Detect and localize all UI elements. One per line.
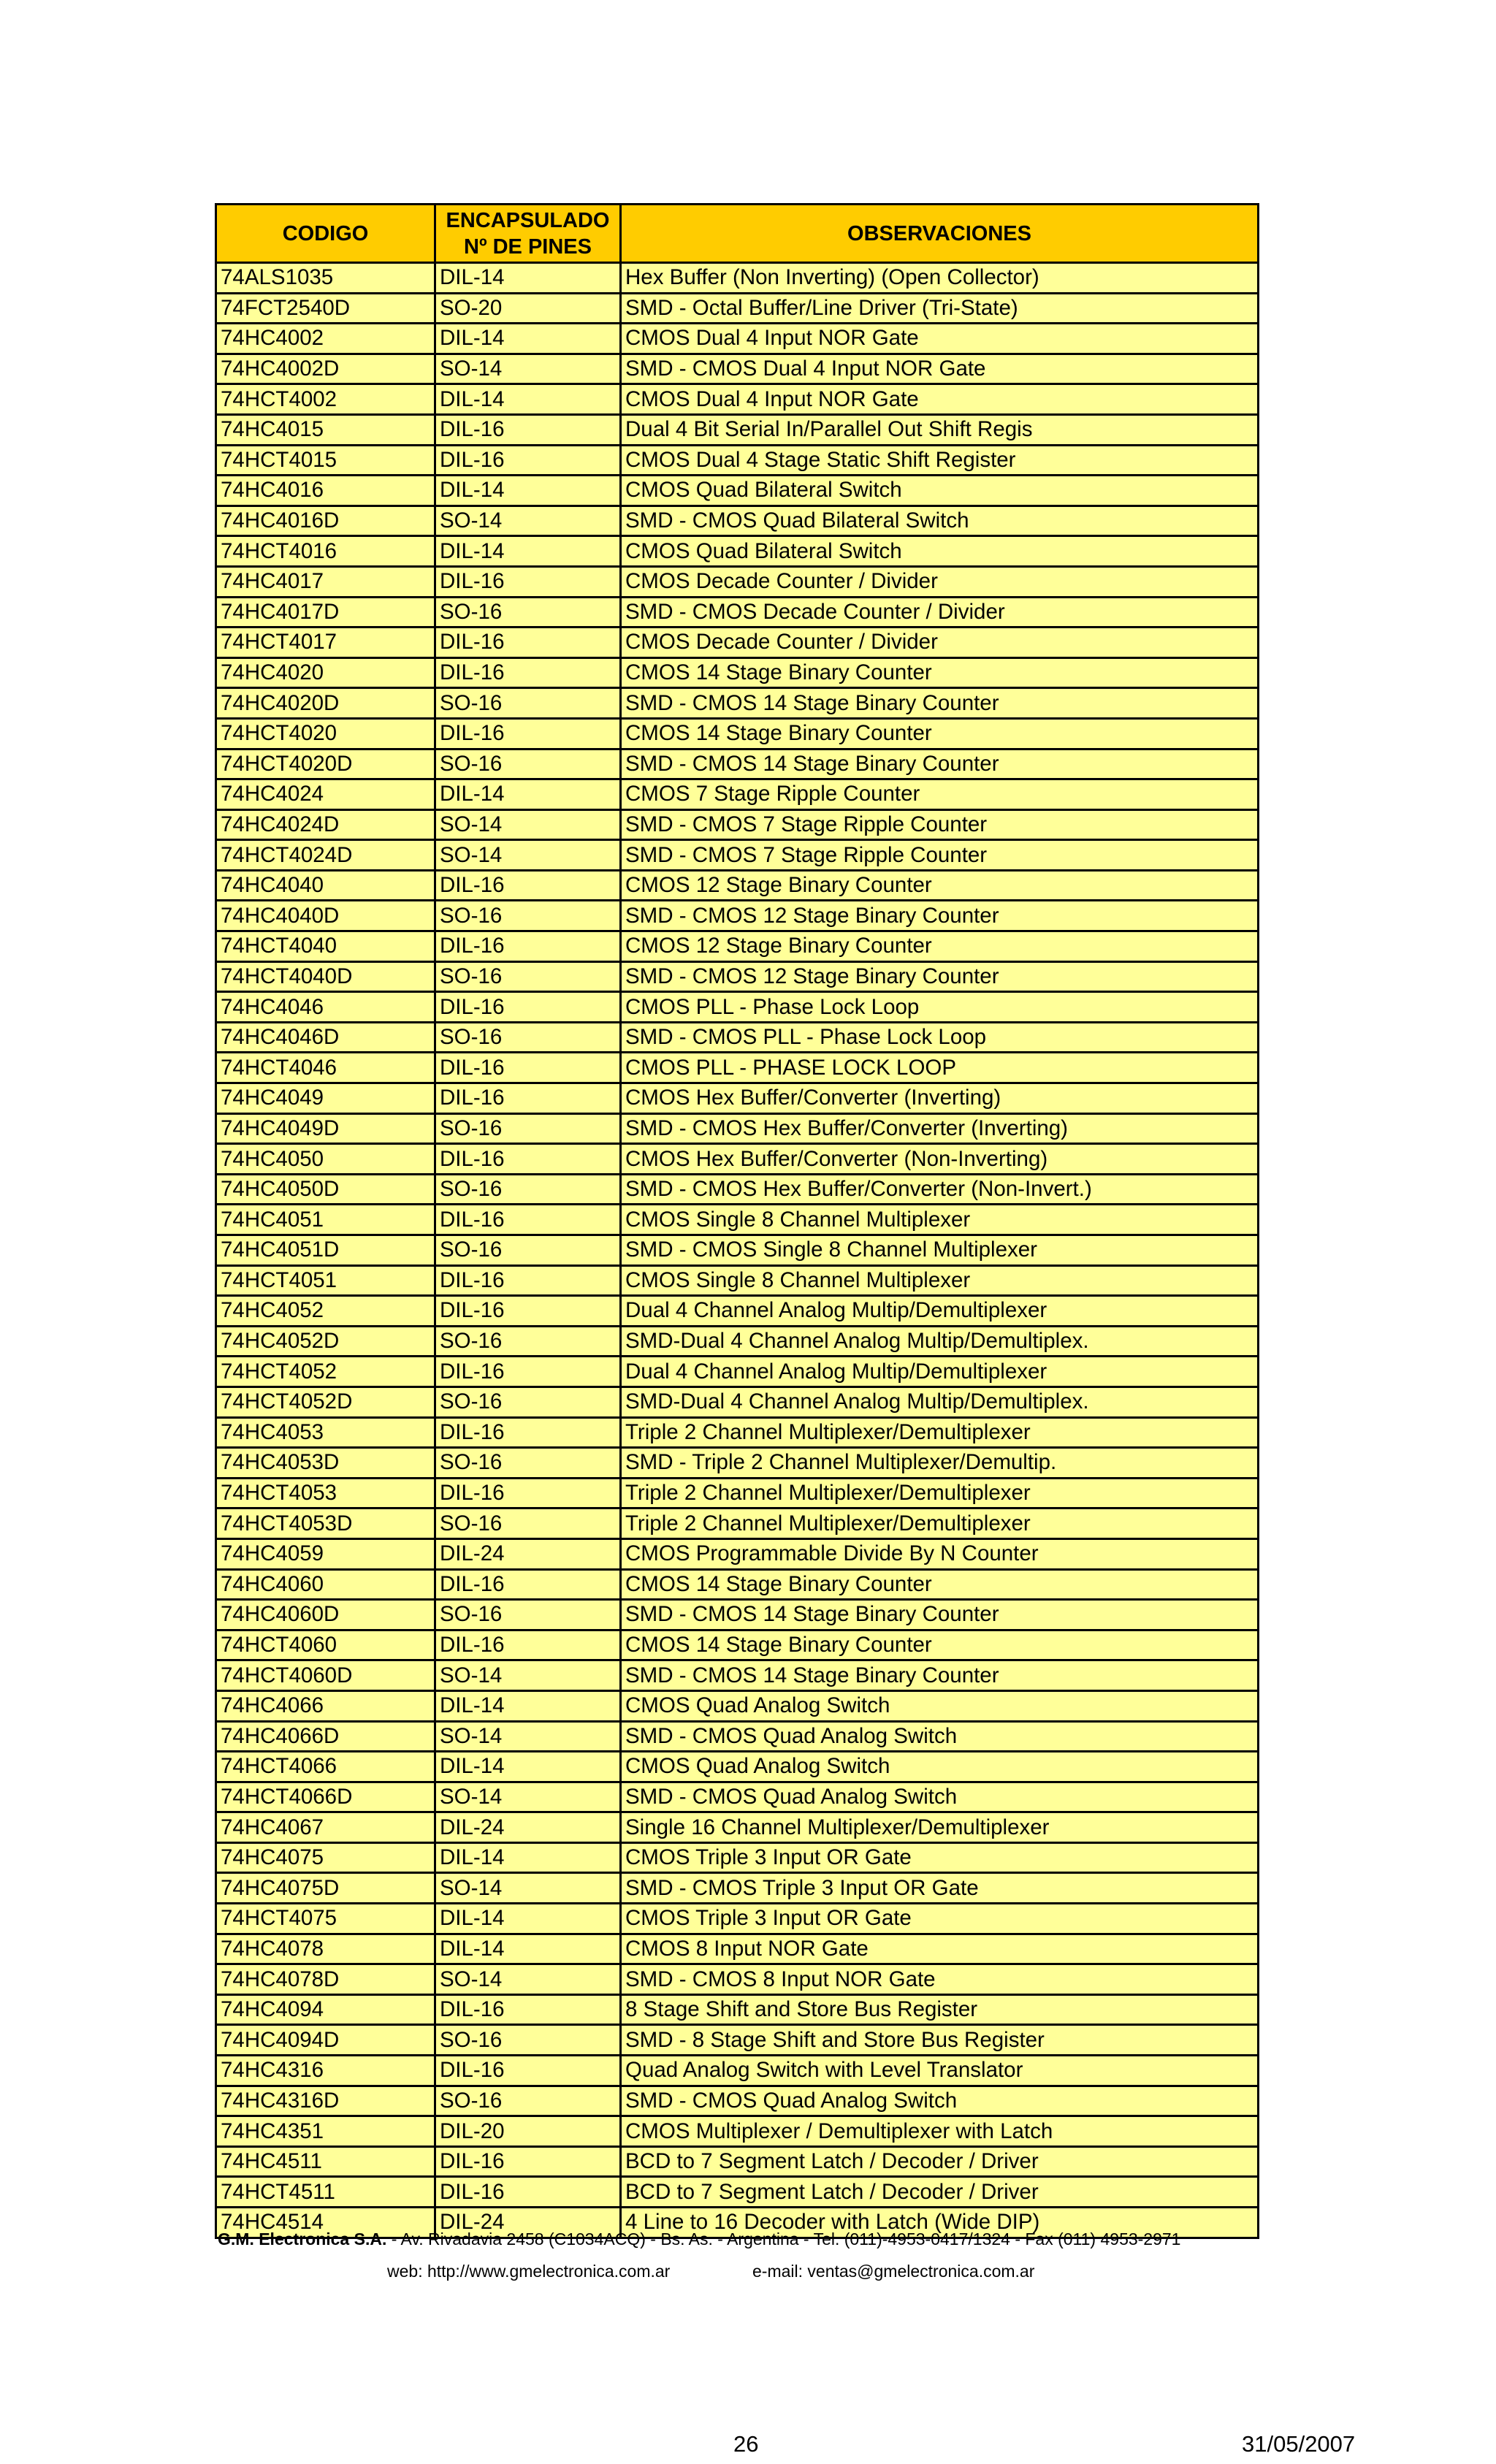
cell-observaciones: SMD - CMOS 12 Stage Binary Counter [621, 961, 1259, 992]
cell-encapsulado: SO-14 [435, 506, 621, 536]
footer-email[interactable]: e-mail: ventas@gmelectronica.com.ar [752, 2262, 1035, 2281]
cell-codigo: 74HC4046D [216, 1022, 435, 1053]
cell-observaciones: CMOS Hex Buffer/Converter (Inverting) [621, 1083, 1259, 1114]
cell-encapsulado: DIL-16 [435, 1083, 621, 1114]
cell-encapsulado: DIL-16 [435, 1630, 621, 1660]
cell-codigo: 74HC4052D [216, 1326, 435, 1357]
table-row [216, 2116, 1259, 2147]
table-row [216, 384, 1259, 415]
cell-observaciones: SMD - CMOS Dual 4 Input NOR Gate [621, 354, 1259, 384]
cell-observaciones: SMD - CMOS 7 Stage Ripple Counter [621, 809, 1259, 840]
table-row [216, 2056, 1259, 2086]
table-row [216, 293, 1259, 324]
cell-observaciones: CMOS Quad Analog Switch [621, 1752, 1259, 1782]
cell-encapsulado: DIL-16 [435, 2177, 621, 2208]
cell-observaciones: SMD - Triple 2 Channel Multiplexer/Demultip. [621, 1448, 1259, 1479]
table-row [216, 1448, 1259, 1479]
table-row [216, 931, 1259, 962]
cell-codigo: 74HC4066D [216, 1721, 435, 1752]
table-row [216, 566, 1259, 597]
cell-observaciones: 4 Line to 16 Decoder with Latch (Wide DIP) [621, 2208, 1259, 2238]
cell-encapsulado: SO-16 [435, 1235, 621, 1266]
cell-codigo: 74HC4066 [216, 1690, 435, 1721]
cell-codigo: 74HC4040D [216, 901, 435, 931]
table-row [216, 1387, 1259, 1417]
cell-codigo: 74HC4511 [216, 2146, 435, 2177]
table-row [216, 1934, 1259, 1964]
table-row [216, 1812, 1259, 1843]
cell-encapsulado: DIL-16 [435, 1144, 621, 1175]
cell-observaciones: CMOS 8 Input NOR Gate [621, 1934, 1259, 1964]
cell-observaciones: SMD - CMOS Quad Analog Switch [621, 1782, 1259, 1812]
table-row [216, 1113, 1259, 1144]
cell-encapsulado: DIL-16 [435, 1357, 621, 1387]
cell-encapsulado: SO-16 [435, 1022, 621, 1053]
cell-observaciones: CMOS 12 Stage Binary Counter [621, 931, 1259, 962]
table-row [216, 901, 1259, 931]
cell-codigo: 74HCT4002 [216, 384, 435, 415]
cell-encapsulado: DIL-16 [435, 2056, 621, 2086]
cell-observaciones: CMOS Triple 3 Input OR Gate [621, 1842, 1259, 1873]
table-row [216, 1630, 1259, 1660]
cell-encapsulado: SO-14 [435, 809, 621, 840]
cell-codigo: 74HCT4052 [216, 1357, 435, 1387]
table-row [216, 840, 1259, 871]
cell-encapsulado: SO-14 [435, 1873, 621, 1904]
cell-encapsulado: SO-16 [435, 1448, 621, 1479]
cell-encapsulado: SO-14 [435, 1660, 621, 1691]
cell-encapsulado: DIL-14 [435, 1842, 621, 1873]
cell-encapsulado: DIL-16 [435, 1296, 621, 1327]
cell-codigo: 74HC4024 [216, 779, 435, 810]
table-row [216, 324, 1259, 354]
cell-codigo: 74HC4050D [216, 1174, 435, 1205]
cell-observaciones: 8 Stage Shift and Store Bus Register [621, 1994, 1259, 2025]
table-row [216, 1174, 1259, 1205]
cell-encapsulado: SO-14 [435, 1964, 621, 1995]
cell-encapsulado: SO-16 [435, 1113, 621, 1144]
cell-codigo: 74HC4015 [216, 414, 435, 445]
cell-codigo: 74HCT4052D [216, 1387, 435, 1417]
cell-codigo: 74HC4094D [216, 2025, 435, 2056]
table-row [216, 657, 1259, 688]
table-row [216, 506, 1259, 536]
cell-codigo: 74ALS1035 [216, 263, 435, 294]
cell-observaciones: SMD - CMOS 14 Stage Binary Counter [621, 749, 1259, 779]
cell-encapsulado: DIL-14 [435, 1904, 621, 1934]
cell-codigo: 74HC4060 [216, 1569, 435, 1600]
cell-observaciones: CMOS Single 8 Channel Multiplexer [621, 1265, 1259, 1296]
cell-encapsulado: DIL-14 [435, 476, 621, 506]
cell-codigo: 74HCT4066 [216, 1752, 435, 1782]
cell-encapsulado: DIL-24 [435, 1538, 621, 1569]
table-row [216, 1508, 1259, 1539]
cell-codigo: 74HC4067 [216, 1812, 435, 1843]
cell-encapsulado: DIL-16 [435, 1265, 621, 1296]
table-row [216, 779, 1259, 810]
cell-codigo: 74HC4053 [216, 1417, 435, 1448]
cell-encapsulado: DIL-16 [435, 628, 621, 658]
cell-encapsulado: DIL-14 [435, 1690, 621, 1721]
cell-codigo: 74HC4351 [216, 2116, 435, 2147]
cell-codigo: 74HC4049 [216, 1083, 435, 1114]
table-row [216, 1721, 1259, 1752]
table-row [216, 1904, 1259, 1934]
table-header-row [216, 205, 1259, 263]
cell-encapsulado: SO-16 [435, 1600, 621, 1630]
table-row [216, 1144, 1259, 1175]
cell-observaciones: CMOS Quad Bilateral Switch [621, 476, 1259, 506]
cell-observaciones: CMOS Programmable Divide By N Counter [621, 1538, 1259, 1569]
cell-codigo: 74HC4020 [216, 657, 435, 688]
cell-encapsulado: SO-16 [435, 2025, 621, 2056]
cell-encapsulado: DIL-24 [435, 2208, 621, 2238]
cell-codigo: 74HC4002 [216, 324, 435, 354]
table-row [216, 1326, 1259, 1357]
cell-encapsulado: SO-16 [435, 749, 621, 779]
cell-codigo: 74HCT4046 [216, 1053, 435, 1083]
cell-observaciones: SMD - CMOS Quad Analog Switch [621, 1721, 1259, 1752]
cell-encapsulado: DIL-16 [435, 931, 621, 962]
cell-codigo: 74HC4024D [216, 809, 435, 840]
table-row [216, 1053, 1259, 1083]
header-encapsulado-line2: Nº DE PINES [464, 234, 592, 259]
table-row [216, 1782, 1259, 1812]
page-number: 26 [733, 2431, 759, 2457]
cell-observaciones: BCD to 7 Segment Latch / Decoder / Driver [621, 2146, 1259, 2177]
cell-encapsulado: DIL-16 [435, 445, 621, 476]
cell-observaciones: Triple 2 Channel Multiplexer/Demultiplexer [621, 1508, 1259, 1539]
cell-codigo: 74HC4052 [216, 1296, 435, 1327]
cell-observaciones: Dual 4 Bit Serial In/Parallel Out Shift Regis [621, 414, 1259, 445]
cell-observaciones: CMOS Hex Buffer/Converter (Non-Inverting) [621, 1144, 1259, 1175]
cell-encapsulado: DIL-16 [435, 414, 621, 445]
table-row [216, 1752, 1259, 1782]
cell-encapsulado: DIL-16 [435, 870, 621, 901]
cell-observaciones: CMOS Dual 4 Stage Static Shift Register [621, 445, 1259, 476]
cell-observaciones: SMD - CMOS Hex Buffer/Converter (Inverting) [621, 1113, 1259, 1144]
cell-codigo: 74HC4051 [216, 1205, 435, 1235]
cell-observaciones: Hex Buffer (Non Inverting) (Open Collector) [621, 263, 1259, 294]
cell-observaciones: CMOS Multiplexer / Demultiplexer with Latch [621, 2116, 1259, 2147]
cell-encapsulado: DIL-14 [435, 324, 621, 354]
cell-observaciones: SMD-Dual 4 Channel Analog Multip/Demultiplex. [621, 1326, 1259, 1357]
cell-encapsulado: DIL-16 [435, 1478, 621, 1508]
cell-codigo: 74HCT4015 [216, 445, 435, 476]
cell-observaciones: Single 16 Channel Multiplexer/Demultiplexer [621, 1812, 1259, 1843]
table-row [216, 1022, 1259, 1053]
cell-codigo: 74HC4046 [216, 992, 435, 1023]
table-row [216, 1265, 1259, 1296]
cell-codigo: 74HCT4017 [216, 628, 435, 658]
cell-encapsulado: DIL-14 [435, 779, 621, 810]
cell-observaciones: CMOS Quad Bilateral Switch [621, 536, 1259, 567]
cell-encapsulado: DIL-16 [435, 718, 621, 749]
cell-codigo: 74HC4078 [216, 1934, 435, 1964]
table-row [216, 809, 1259, 840]
table-row [216, 536, 1259, 567]
cell-observaciones: CMOS 7 Stage Ripple Counter [621, 779, 1259, 810]
cell-codigo: 74HCT4075 [216, 1904, 435, 1934]
cell-codigo: 74HC4053D [216, 1448, 435, 1479]
cell-codigo: 74HCT4040 [216, 931, 435, 962]
cell-encapsulado: SO-14 [435, 1721, 621, 1752]
header-observaciones: OBSERVACIONES [621, 205, 1259, 263]
cell-encapsulado: SO-16 [435, 901, 621, 931]
cell-observaciones: SMD - CMOS 14 Stage Binary Counter [621, 1660, 1259, 1691]
cell-codigo: 74HCT4053 [216, 1478, 435, 1508]
cell-encapsulado: DIL-16 [435, 1994, 621, 2025]
cell-observaciones: CMOS PLL - PHASE LOCK LOOP [621, 1053, 1259, 1083]
cell-observaciones: Quad Analog Switch with Level Translator [621, 2056, 1259, 2086]
cell-observaciones: Triple 2 Channel Multiplexer/Demultiplexer [621, 1478, 1259, 1508]
cell-codigo: 74HCT4020D [216, 749, 435, 779]
cell-codigo: 74HC4020D [216, 688, 435, 719]
table-row [216, 354, 1259, 384]
cell-encapsulado: DIL-16 [435, 2146, 621, 2177]
cell-encapsulado: DIL-14 [435, 1934, 621, 1964]
cell-observaciones: CMOS Dual 4 Input NOR Gate [621, 384, 1259, 415]
cell-encapsulado: SO-16 [435, 1387, 621, 1417]
cell-encapsulado: SO-14 [435, 840, 621, 871]
cell-codigo: 74HCT4053D [216, 1508, 435, 1539]
table-row [216, 1569, 1259, 1600]
cell-observaciones: CMOS PLL - Phase Lock Loop [621, 992, 1259, 1023]
cell-codigo: 74HC4059 [216, 1538, 435, 1569]
cell-observaciones: CMOS 14 Stage Binary Counter [621, 657, 1259, 688]
cell-observaciones: CMOS Decade Counter / Divider [621, 628, 1259, 658]
cell-observaciones: SMD - CMOS Quad Bilateral Switch [621, 506, 1259, 536]
cell-codigo: 74HC4017 [216, 566, 435, 597]
cell-observaciones: BCD to 7 Segment Latch / Decoder / Driver [621, 2177, 1259, 2208]
cell-encapsulado: SO-14 [435, 1782, 621, 1812]
cell-codigo: 74HC4316 [216, 2056, 435, 2086]
cell-encapsulado: SO-16 [435, 1508, 621, 1539]
table-row [216, 992, 1259, 1023]
cell-observaciones: CMOS Dual 4 Input NOR Gate [621, 324, 1259, 354]
cell-encapsulado: DIL-14 [435, 1752, 621, 1782]
cell-observaciones: CMOS 14 Stage Binary Counter [621, 1569, 1259, 1600]
table-row [216, 749, 1259, 779]
cell-observaciones: SMD - CMOS Decade Counter / Divider [621, 597, 1259, 628]
cell-codigo: 74HC4002D [216, 354, 435, 384]
cell-encapsulado: SO-14 [435, 354, 621, 384]
table-row [216, 2177, 1259, 2208]
cell-observaciones: Dual 4 Channel Analog Multip/Demultiplexer [621, 1296, 1259, 1327]
cell-observaciones: SMD - CMOS 12 Stage Binary Counter [621, 901, 1259, 931]
table-row [216, 1538, 1259, 1569]
cell-codigo: 74HC4049D [216, 1113, 435, 1144]
cell-observaciones: SMD-Dual 4 Channel Analog Multip/Demultiplex. [621, 1387, 1259, 1417]
page-date: 31/05/2007 [1242, 2431, 1356, 2457]
table-row [216, 1417, 1259, 1448]
table-row [216, 1873, 1259, 1904]
table-body [216, 263, 1259, 2238]
cell-observaciones: CMOS 12 Stage Binary Counter [621, 870, 1259, 901]
table-row [216, 263, 1259, 294]
table-row [216, 1205, 1259, 1235]
footer-contact [218, 2230, 1180, 2249]
table-row [216, 1235, 1259, 1266]
cell-encapsulado: DIL-14 [435, 384, 621, 415]
cell-observaciones: Triple 2 Channel Multiplexer/Demultiplexer [621, 1417, 1259, 1448]
table-row [216, 2086, 1259, 2116]
table-row [216, 1478, 1259, 1508]
table-row [216, 2025, 1259, 2056]
table-row [216, 1842, 1259, 1873]
cell-codigo: 74FCT2540D [216, 293, 435, 324]
cell-encapsulado: DIL-24 [435, 1812, 621, 1843]
cell-codigo: 74HC4017D [216, 597, 435, 628]
cell-encapsulado: SO-16 [435, 2086, 621, 2116]
table-row [216, 1357, 1259, 1387]
cell-codigo: 74HC4078D [216, 1964, 435, 1995]
table-row [216, 1296, 1259, 1327]
cell-codigo: 74HCT4060D [216, 1660, 435, 1691]
cell-encapsulado: DIL-16 [435, 1053, 621, 1083]
cell-codigo: 74HC4050 [216, 1144, 435, 1175]
cell-encapsulado: DIL-20 [435, 2116, 621, 2147]
cell-observaciones: CMOS 14 Stage Binary Counter [621, 718, 1259, 749]
cell-codigo: 74HCT4020 [216, 718, 435, 749]
cell-codigo: 74HC4094 [216, 1994, 435, 2025]
cell-codigo: 74HCT4024D [216, 840, 435, 871]
cell-codigo: 74HC4040 [216, 870, 435, 901]
cell-observaciones: SMD - CMOS 14 Stage Binary Counter [621, 688, 1259, 719]
cell-observaciones: CMOS 14 Stage Binary Counter [621, 1630, 1259, 1660]
table-row [216, 2146, 1259, 2177]
cell-codigo: 74HC4316D [216, 2086, 435, 2116]
cell-observaciones: SMD - CMOS Triple 3 Input OR Gate [621, 1873, 1259, 1904]
cell-codigo: 74HC4016 [216, 476, 435, 506]
cell-codigo: 74HC4016D [216, 506, 435, 536]
cell-encapsulado: DIL-14 [435, 536, 621, 567]
footer-web[interactable]: web: http://www.gmelectronica.com.ar [387, 2262, 671, 2281]
table-row [216, 414, 1259, 445]
cell-codigo: 74HC4060D [216, 1600, 435, 1630]
cell-codigo: 74HC4075D [216, 1873, 435, 1904]
cell-codigo: 74HC4051D [216, 1235, 435, 1266]
product-table [215, 203, 1259, 2239]
cell-observaciones: SMD - CMOS 14 Stage Binary Counter [621, 1600, 1259, 1630]
cell-observaciones: Dual 4 Channel Analog Multip/Demultiplexer [621, 1357, 1259, 1387]
cell-codigo: 74HCT4511 [216, 2177, 435, 2208]
cell-codigo: 74HCT4066D [216, 1782, 435, 1812]
cell-encapsulado: SO-16 [435, 597, 621, 628]
cell-encapsulado: SO-16 [435, 1326, 621, 1357]
table-row [216, 1600, 1259, 1630]
cell-codigo: 74HC4514 [216, 2208, 435, 2238]
table-row [216, 628, 1259, 658]
table-row [216, 961, 1259, 992]
cell-encapsulado: SO-16 [435, 1174, 621, 1205]
cell-codigo: 74HC4075 [216, 1842, 435, 1873]
table-row [216, 1690, 1259, 1721]
cell-encapsulado: DIL-16 [435, 1569, 621, 1600]
cell-observaciones: CMOS Triple 3 Input OR Gate [621, 1904, 1259, 1934]
cell-encapsulado: DIL-16 [435, 1417, 621, 1448]
table-row [216, 445, 1259, 476]
cell-observaciones: SMD - CMOS Quad Analog Switch [621, 2086, 1259, 2116]
table-row [216, 476, 1259, 506]
cell-encapsulado: DIL-16 [435, 992, 621, 1023]
table-row [216, 1994, 1259, 2025]
cell-observaciones: SMD - CMOS Hex Buffer/Converter (Non-Invert.) [621, 1174, 1259, 1205]
table-row [216, 1660, 1259, 1691]
table-row [216, 597, 1259, 628]
cell-encapsulado: DIL-16 [435, 657, 621, 688]
table-row [216, 688, 1259, 719]
cell-encapsulado: DIL-16 [435, 566, 621, 597]
cell-encapsulado: SO-20 [435, 293, 621, 324]
cell-observaciones: SMD - CMOS PLL - Phase Lock Loop [621, 1022, 1259, 1053]
cell-codigo: 74HCT4051 [216, 1265, 435, 1296]
cell-observaciones: SMD - CMOS 7 Stage Ripple Counter [621, 840, 1259, 871]
cell-observaciones: CMOS Single 8 Channel Multiplexer [621, 1205, 1259, 1235]
cell-encapsulado: SO-16 [435, 961, 621, 992]
cell-encapsulado: SO-16 [435, 688, 621, 719]
cell-observaciones: SMD - CMOS 8 Input NOR Gate [621, 1964, 1259, 1995]
footer-address: - Av. Rivadavia 2458 (C1034ACQ) - Bs. As. - Argentina - Tel. (011)-4953-0417/1324 - Fax (011) 4953-2971 [386, 2230, 1181, 2249]
header-encapsulado [435, 205, 621, 263]
table-row [216, 870, 1259, 901]
cell-encapsulado: DIL-14 [435, 263, 621, 294]
cell-observaciones: CMOS Quad Analog Switch [621, 1690, 1259, 1721]
cell-codigo: 74HCT4040D [216, 961, 435, 992]
cell-observaciones: SMD - CMOS Single 8 Channel Multiplexer [621, 1235, 1259, 1266]
table-row [216, 1083, 1259, 1114]
table-row [216, 718, 1259, 749]
cell-observaciones: SMD - Octal Buffer/Line Driver (Tri-State) [621, 293, 1259, 324]
cell-codigo: 74HCT4016 [216, 536, 435, 567]
cell-observaciones: SMD - 8 Stage Shift and Store Bus Register [621, 2025, 1259, 2056]
header-encapsulado-line1: ENCAPSULADO [446, 208, 610, 232]
cell-encapsulado: DIL-16 [435, 1205, 621, 1235]
table-row [216, 1964, 1259, 1995]
header-codigo: CODIGO [216, 205, 435, 263]
cell-observaciones: CMOS Decade Counter / Divider [621, 566, 1259, 597]
footer-company: G.M. Electronica S.A. [218, 2230, 387, 2249]
cell-codigo: 74HCT4060 [216, 1630, 435, 1660]
